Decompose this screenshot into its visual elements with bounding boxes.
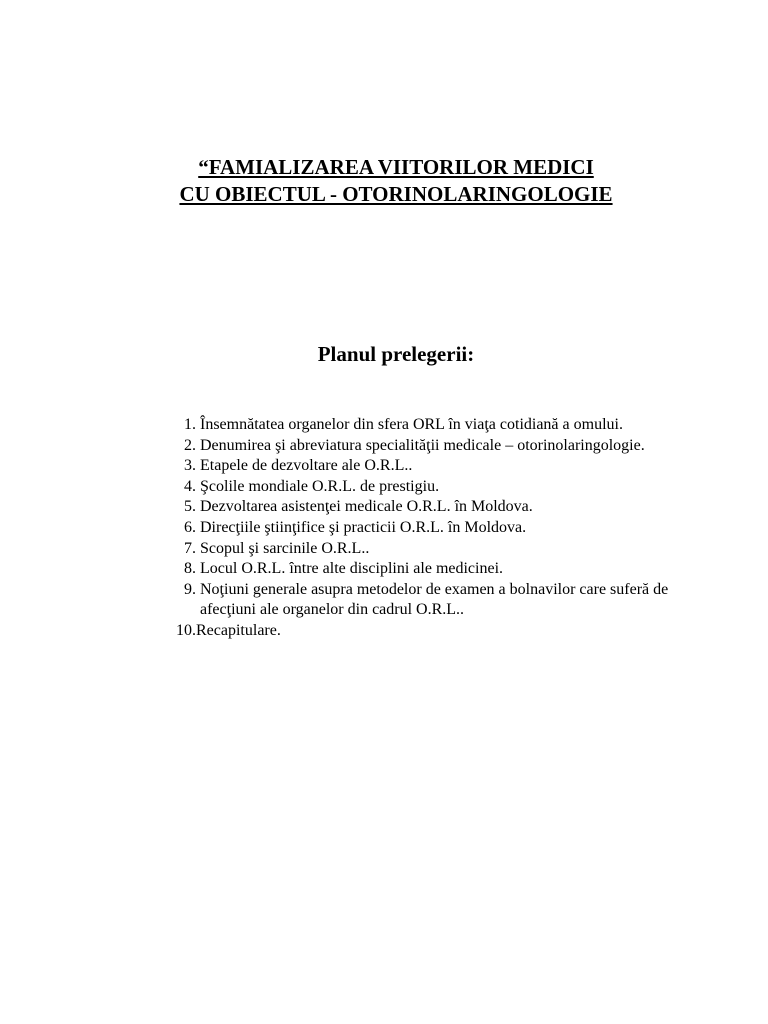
title-line-1: “FAMIALIZAREA VIITORILOR MEDICI [198, 155, 594, 179]
list-item-text: Scopul şi sarcinile O.R.L.. [200, 539, 370, 557]
list-item-number: 8. [184, 560, 196, 578]
list-item-number: 9. [184, 580, 196, 598]
list-item-number: 2. [184, 436, 196, 454]
list-item-number: 6. [184, 518, 196, 536]
list-item-text: Dezvoltarea asistenţei medicale O.R.L. în Moldova. [200, 498, 533, 516]
list-item [164, 497, 724, 518]
lecture-plan-heading: Planul prelegerii: [317, 342, 475, 366]
list-item-number: 4. [184, 477, 196, 495]
list-item [164, 456, 724, 477]
list-item [164, 436, 724, 457]
lecture-plan-list [164, 415, 724, 642]
list-item [164, 539, 724, 560]
list-item-text: Şcolile mondiale O.R.L. de prestigiu. [200, 477, 440, 495]
list-item-number: 10. [176, 621, 196, 639]
list-item [164, 580, 724, 621]
title-line-2: CU OBIECTUL - OTORINOLARINGOLOGIE [179, 182, 613, 206]
list-item [164, 415, 724, 436]
list-item [164, 477, 724, 498]
list-item-text: Etapele de dezvoltare ale O.R.L.. [200, 457, 413, 475]
list-item [164, 559, 724, 580]
list-item-text: Locul O.R.L. între alte disciplini ale medicinei. [200, 560, 504, 578]
list-item-number: 3. [184, 457, 196, 475]
list-item-number: 1. [184, 416, 196, 433]
list-item-text: Însemnătatea organelor din sfera ORL în viaţa cotidiană a omului. [200, 416, 623, 433]
list-item-text: Noţiuni generale asupra metodelor de examen a bolnavilor care suferă de afecţiuni ale organelor din cadrul O.R.L.. [200, 580, 669, 619]
list-item-text: Denumirea şi abreviatura specialităţii medicale – otorinolaringologie. [200, 436, 645, 454]
list-item [164, 518, 724, 539]
list-item-text: Recapitulare. [196, 621, 281, 639]
list-item-text: Direcţiile ştiinţifice şi practicii O.R.L. în Moldova. [200, 518, 527, 536]
list-item-number: 5. [184, 498, 196, 516]
list-item [164, 621, 724, 642]
list-item-number: 7. [184, 539, 196, 557]
document-title [0, 154, 768, 208]
